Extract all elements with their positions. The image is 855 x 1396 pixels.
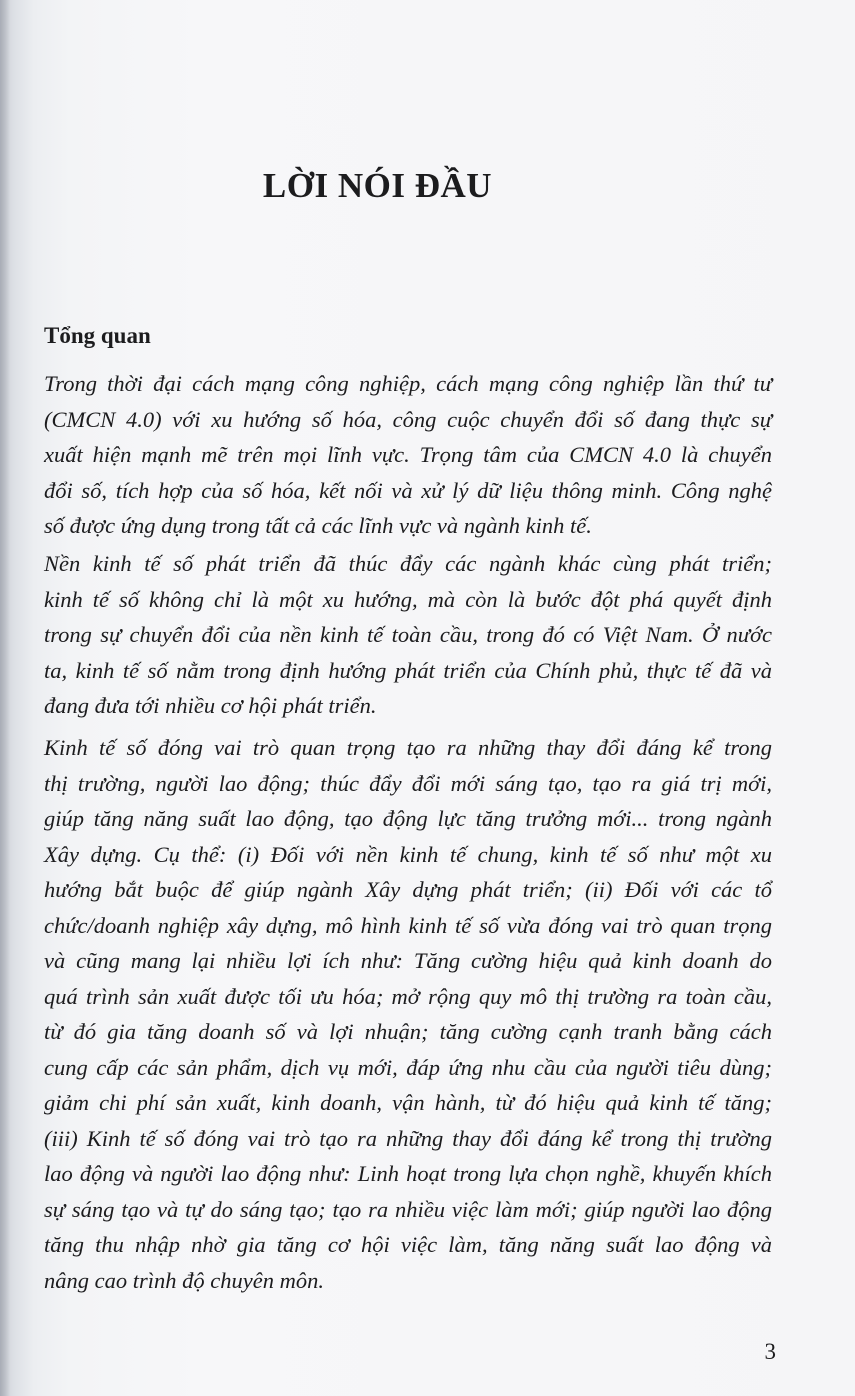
text-line: xuất hiện mạnh mẽ trên mọi lĩnh vực. Trọng tâm của CMCN 4.0 là chuyển [44, 442, 772, 467]
paragraph-1 [44, 366, 772, 544]
text-line: và cũng mang lại nhiều lợi ích như: Tăng cường hiệu quả kinh doanh do [44, 948, 772, 973]
section-heading: Tổng quan [44, 323, 151, 348]
text-line: sự sáng tạo và tự do sáng tạo; tạo ra nhiều việc làm mới; giúp người lao động [44, 1196, 772, 1222]
text-line: nâng cao trình độ chuyên môn. [44, 1267, 324, 1293]
text-line: đổi số, tích hợp của số hóa, kết nối và xử lý dữ liệu thông minh. Công nghệ [44, 477, 772, 503]
text-line: (iii) Kinh tế số đóng vai trò tạo ra những thay đổi đáng kể trong thị trường [44, 1125, 772, 1151]
text-line: Xây dựng. Cụ thể: (i) Đối với nền kinh tế chung, kinh tế số như một xu [44, 841, 772, 867]
text-line: trong sự chuyển đổi của nền kinh tế toàn cầu, trong đó có Việt Nam. Ở nước [44, 622, 772, 647]
text-line: quá trình sản xuất được tối ưu hóa; mở rộng quy mô thị trường ra toàn cầu, [44, 983, 772, 1009]
page-number: 3 [764, 1339, 776, 1364]
paragraph-2 [44, 546, 772, 724]
page-title: LỜI NÓI ĐẦU [262, 166, 493, 205]
text-line: giảm chi phí sản xuất, kinh doanh, vận hành, từ đó hiệu quả kinh tế tăng; [44, 1090, 772, 1115]
spine-shadow [0, 0, 10, 1396]
text-line: (CMCN 4.0) với xu hướng số hóa, công cuộc chuyển đổi số đang thực sự [44, 406, 772, 432]
text-line: từ đó gia tăng doanh số và lợi nhuận; tăng cường cạnh tranh bằng cách [44, 1019, 772, 1044]
text-line: thị trường, người lao động; thúc đẩy đổi mới sáng tạo, tạo ra giá trị mới, [44, 770, 772, 796]
text-line: Kinh tế số đóng vai trò quan trọng tạo ra những thay đổi đáng kể trong [44, 735, 772, 760]
text-line: cung cấp các sản phẩm, dịch vụ mới, đáp ứng nhu cầu của người tiêu dùng; [44, 1054, 772, 1080]
text-line: giúp tăng năng suất lao động, tạo động lực tăng trưởng mới... trong ngành [44, 806, 772, 831]
text-line: số được ứng dụng trong tất cả các lĩnh vực và ngành kinh tế. [44, 513, 592, 538]
text-line: ta, kinh tế số nằm trong định hướng phát triển của Chính phủ, thực tế đã và [44, 657, 772, 683]
text-line: kinh tế số không chỉ là một xu hướng, mà còn là bước đột phá quyết định [44, 586, 772, 612]
text-line: hướng bắt buộc để giúp ngành Xây dựng phát triển; (ii) Đối với các tổ [44, 877, 772, 902]
text-line: đang đưa tới nhiều cơ hội phát triển. [44, 693, 377, 718]
text-line: Trong thời đại cách mạng công nghiệp, cách mạng công nghiệp lần thứ tư [44, 371, 772, 396]
text-line: chức/doanh nghiệp xây dựng, mô hình kinh tế số vừa đóng vai trò quan trọng [44, 912, 772, 938]
text-line: Nền kinh tế số phát triển đã thúc đẩy các ngành khác cùng phát triển; [44, 551, 772, 576]
text-line: tăng thu nhập nhờ gia tăng cơ hội việc làm, tăng năng suất lao động và [44, 1232, 772, 1257]
paragraph-3 [44, 730, 772, 1298]
text-line: lao động và người lao động như: Linh hoạt trong lựa chọn nghề, khuyến khích [44, 1161, 772, 1186]
